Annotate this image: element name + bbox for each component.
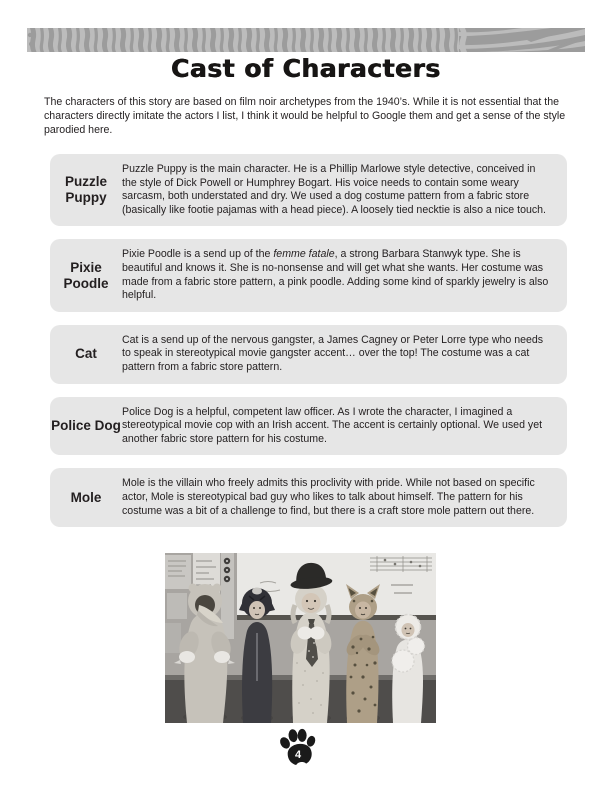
intro-paragraph: The characters of this story are based on film noir archetypes from the 1940’s. While it is not essential that the characters directly imitate the actors I list, I think it would be helpful to Google them and get a sense of the style parodied here. — [44, 96, 566, 137]
description-text: Police Dog is a helpful, competent law officer. As I wrote the character, I imagined a stereotypical movie cop with an Irish accent. The accent is certainly optional. We used yet another fabric store pattern for his costume. — [122, 405, 543, 445]
character-name: Pixie Poodle — [63, 259, 109, 291]
description-italic: femme fatale — [273, 248, 335, 261]
cast-photo — [165, 553, 436, 723]
zebra-stripe-art — [27, 28, 585, 52]
character-description — [122, 476, 567, 519]
description-text: Mole is the villain who freely admits this proclivity with pride. While not based on specific actor, Mole is stereotypical bad guy who likes to talk about himself. The pattern for his costume was a bit of a challenge to find, but there is a craft store mole pattern out there. — [122, 477, 535, 517]
photo-child-pixie-poodle — [392, 615, 425, 724]
character-card-puzzle-puppy — [50, 154, 567, 226]
character-name: Puzzle Puppy — [64, 174, 107, 206]
description-text: Cat is a send up of the nervous gangster, a James Cagney or Peter Lorre type who needs to speak in stereotypical movie gangster accent… over the top! The costume was a cat pattern from a fabric store pattern. — [122, 333, 544, 373]
zebra-stripe-banner — [27, 28, 585, 52]
character-card-pixie-poodle — [50, 239, 567, 311]
character-description — [122, 333, 567, 376]
description-text: , a strong Barbara Stanwyk type. She is beautiful and knows it. She is no-nonsense and will get what she wants. Her costume was made from a fabric store pattern, a pink poodle. Adding some kind of sparkly jewelry is also helpful. — [122, 248, 549, 302]
character-description — [122, 247, 567, 303]
description-text: Pixie Poodle is a send up of the — [122, 248, 274, 261]
paw-print-icon — [276, 726, 322, 772]
character-description — [122, 405, 567, 448]
page-number: 4 — [294, 749, 302, 761]
page-title: Cast of Characters — [171, 54, 441, 83]
character-description — [122, 162, 567, 218]
character-name: Mole — [70, 489, 102, 505]
character-name: Cat — [75, 346, 97, 362]
character-list — [50, 154, 567, 527]
character-name: Police Dog — [51, 417, 121, 433]
character-card-mole — [50, 468, 567, 527]
page-number-paw — [276, 726, 322, 772]
character-card-police-dog — [50, 397, 567, 456]
photo-child-police-dog — [239, 588, 275, 724]
character-card-cat — [50, 325, 567, 384]
photo-child-puzzle-puppy — [288, 561, 334, 723]
cast-photo-art — [165, 553, 436, 723]
description-text: Puzzle Puppy is the main character. He is a Phillip Marlowe style detective, conceived in the style of Dick Powell or Humphrey Bogart. His voice needs to contain some weary sarcasm, both understated and dry. We used a dog costume pattern from a fabric store (basically like footie pajamas with a head piece). A loosely tied necktie is also a nice touch. — [122, 163, 546, 216]
